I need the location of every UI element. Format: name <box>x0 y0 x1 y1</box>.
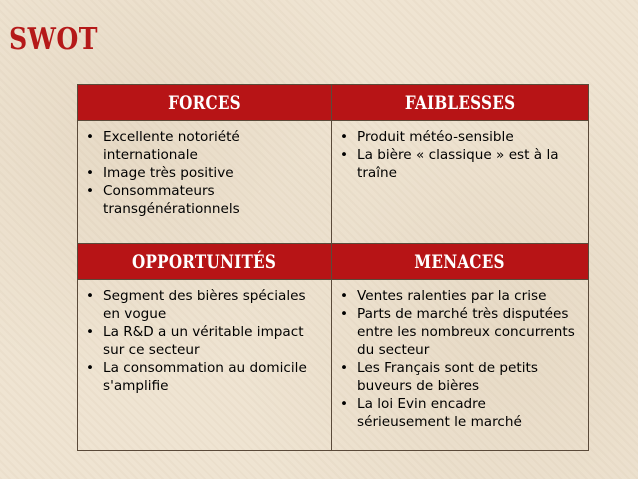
menaces-item: • La loi Evin encadre sérieusement le marché <box>338 395 582 431</box>
faiblesses-header <box>332 85 589 121</box>
opportunites-cell <box>78 280 332 451</box>
opportunites-list <box>78 280 331 395</box>
faiblesses-cell <box>332 121 589 244</box>
forces-item: • Excellente notoriété internationale <box>84 128 325 164</box>
opportunites-header-label: OPPORTUNITÉS <box>132 250 277 273</box>
menaces-item: • Parts de marché très disputées entre les nombreux concurrents du secteur <box>338 305 582 359</box>
slide-title: SWOT <box>9 22 98 57</box>
faiblesses-item: • La bière « classique » est à la traîne <box>338 146 582 182</box>
menaces-header <box>332 244 589 280</box>
forces-item: • Image très positive <box>84 164 325 182</box>
forces-list <box>78 121 331 218</box>
forces-header-label: FORCES <box>168 91 241 114</box>
opportunites-header <box>78 244 332 280</box>
faiblesses-list <box>332 121 588 182</box>
swot-table <box>77 84 589 451</box>
forces-header <box>78 85 332 121</box>
opportunites-item: • La consommation au domicile s'amplifie <box>84 359 325 395</box>
faiblesses-item: • Produit météo-sensible <box>338 128 582 146</box>
forces-item: • Consommateurs transgénérationnels <box>84 182 325 218</box>
faiblesses-header-label: FAIBLESSES <box>404 91 516 114</box>
opportunites-item: • La R&D a un véritable impact sur ce secteur <box>84 323 325 359</box>
menaces-item: • Les Français sont de petits buveurs de bières <box>338 359 582 395</box>
menaces-item: • Ventes ralenties par la crise <box>338 287 582 305</box>
menaces-cell <box>332 280 589 451</box>
opportunites-item: • Segment des bières spéciales en vogue <box>84 287 325 323</box>
menaces-header-label: MENACES <box>414 250 506 273</box>
forces-cell <box>78 121 332 244</box>
menaces-list <box>332 280 588 431</box>
